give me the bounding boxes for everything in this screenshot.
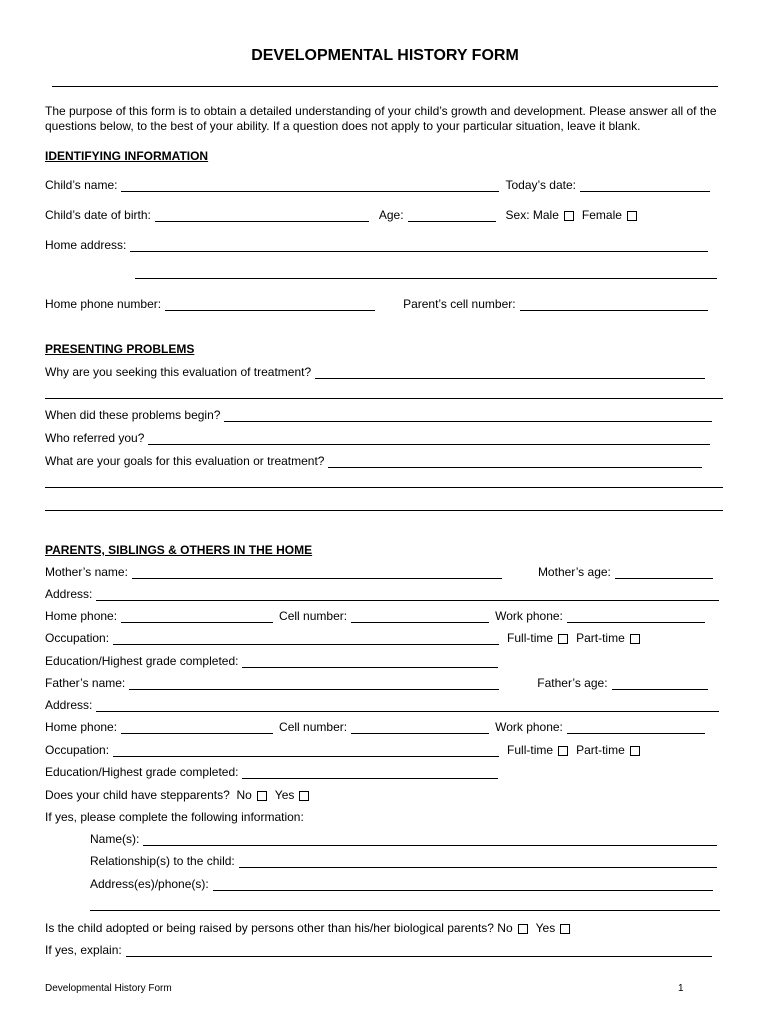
why-field-2[interactable]	[45, 388, 723, 399]
mother-education-label: Education/Highest grade completed:	[45, 654, 239, 668]
mother-work-label: Work phone:	[495, 609, 563, 623]
father-occupation-label: Occupation:	[45, 743, 110, 757]
when-row	[45, 408, 725, 422]
page-title: DEVELOPMENTAL HISTORY FORM	[251, 47, 519, 64]
phone-row	[45, 297, 725, 311]
who-field[interactable]	[148, 434, 710, 445]
father-cell-field[interactable]	[351, 723, 489, 734]
who-row	[45, 431, 725, 445]
mother-cell-label: Cell number:	[279, 609, 348, 623]
male-checkbox[interactable]	[564, 211, 574, 221]
relationship-row	[90, 854, 730, 868]
fathers-name-row	[45, 676, 725, 690]
mothers-age-label: Mother’s age:	[537, 565, 611, 579]
dob-row	[45, 208, 725, 222]
father-education-label: Education/Highest grade completed:	[45, 765, 239, 779]
explain-label: If yes, explain:	[45, 943, 122, 957]
goals-field-2[interactable]	[45, 477, 723, 488]
father-work-label: Work phone:	[495, 720, 563, 734]
female-label: Female	[581, 208, 622, 222]
why-label: Why are you seeking this evaluation of treatment?	[45, 365, 312, 379]
who-label: Who referred you?	[45, 431, 145, 445]
parent-cell-field[interactable]	[520, 300, 708, 311]
dob-label: Child’s date of birth:	[45, 208, 151, 222]
names-label: Name(s):	[90, 832, 140, 846]
stepparents-ifyes: If yes, please complete the following information:	[45, 810, 304, 824]
mother-occupation-row	[45, 631, 725, 645]
stepparents-yes-label: Yes	[274, 788, 295, 802]
addresses-field-2[interactable]	[90, 900, 720, 911]
mother-address-row	[45, 587, 725, 601]
father-address-field[interactable]	[96, 701, 719, 712]
father-address-label: Address:	[45, 698, 93, 712]
mother-education-field[interactable]	[242, 657, 498, 668]
mother-cell-field[interactable]	[351, 612, 489, 623]
mother-fulltime-checkbox[interactable]	[558, 634, 568, 644]
age-field[interactable]	[408, 211, 496, 222]
mother-phones-row	[45, 609, 725, 623]
mother-work-field[interactable]	[567, 612, 705, 623]
names-row	[90, 832, 730, 846]
intro-paragraph: The purpose of this form is to obtain a detailed understanding of your child’s growth and development. Please answer all of the questions below, to the best of your ability. If a question does not apply to your particular situation, leave it blank.	[45, 104, 717, 133]
father-phones-row	[45, 720, 725, 734]
mother-address-label: Address:	[45, 587, 93, 601]
explain-field[interactable]	[126, 946, 712, 957]
adopted-yes-checkbox[interactable]	[560, 924, 570, 934]
father-occupation-field[interactable]	[113, 746, 499, 757]
adopted-row	[45, 921, 725, 935]
stepparents-no-checkbox[interactable]	[257, 791, 267, 801]
age-label: Age:	[378, 208, 404, 222]
sex-label: Sex:	[505, 208, 530, 222]
relationship-field[interactable]	[239, 857, 717, 868]
father-education-row	[45, 765, 725, 779]
goals-label: What are your goals for this evaluation or treatment?	[45, 454, 325, 468]
adopted-label: Is the child adopted or being raised by persons other than his/her biological parents?	[45, 921, 494, 935]
mothers-name-row	[45, 565, 725, 579]
father-parttime-checkbox[interactable]	[630, 746, 640, 756]
mother-address-field[interactable]	[96, 590, 719, 601]
female-checkbox[interactable]	[627, 211, 637, 221]
home-phone-label: Home phone number:	[45, 297, 162, 311]
father-address-row	[45, 698, 725, 712]
fathers-name-field[interactable]	[129, 679, 499, 690]
todays-date-label: Today’s date:	[505, 178, 576, 192]
stepparents-yes-checkbox[interactable]	[299, 791, 309, 801]
presenting-heading: PRESENTING PROBLEMS	[45, 342, 195, 356]
mother-occupation-label: Occupation:	[45, 631, 110, 645]
home-phone-field[interactable]	[165, 300, 375, 311]
adopted-no-checkbox[interactable]	[518, 924, 528, 934]
relationship-label: Relationship(s) to the child:	[90, 854, 235, 868]
footer-title: Developmental History Form	[45, 983, 172, 994]
goals-row	[45, 454, 725, 468]
goals-field-3[interactable]	[45, 500, 723, 511]
fathers-name-label: Father’s name:	[45, 676, 126, 690]
parents-heading: PARENTS, SIBLINGS & OTHERS IN THE HOME	[45, 543, 313, 557]
fathers-age-label: Father’s age:	[537, 676, 608, 690]
todays-date-field[interactable]	[580, 181, 710, 192]
father-fulltime-label: Full-time	[507, 743, 554, 757]
mother-fulltime-label: Full-time	[507, 631, 554, 645]
mother-education-row	[45, 654, 725, 668]
fathers-age-field[interactable]	[612, 679, 708, 690]
male-label: Male	[532, 208, 559, 222]
home-address-field-2[interactable]	[135, 268, 717, 279]
mother-parttime-label: Part-time	[576, 631, 625, 645]
father-home-phone-field[interactable]	[121, 723, 273, 734]
home-address-label: Home address:	[45, 238, 127, 252]
mothers-name-label: Mother’s name:	[45, 565, 128, 579]
mother-occupation-field[interactable]	[113, 634, 499, 645]
father-parttime-label: Part-time	[576, 743, 625, 757]
dob-field[interactable]	[155, 211, 369, 222]
why-row	[45, 365, 725, 379]
goals-field[interactable]	[328, 457, 702, 468]
parent-cell-label: Parent’s cell number:	[403, 297, 516, 311]
mothers-age-field[interactable]	[615, 568, 713, 579]
stepparents-row	[45, 788, 725, 802]
when-field[interactable]	[224, 411, 712, 422]
father-home-phone-label: Home phone:	[45, 720, 118, 734]
when-label: When did these problems begin?	[45, 408, 221, 422]
stepparents-label: Does your child have stepparents?	[45, 788, 230, 802]
adopted-yes-label: Yes	[535, 921, 556, 935]
addresses-label: Address(es)/phone(s):	[90, 877, 209, 891]
father-education-field[interactable]	[242, 768, 498, 779]
stepparents-no-label: No	[236, 788, 252, 802]
identifying-heading: IDENTIFYING INFORMATION	[45, 149, 209, 163]
addresses-field[interactable]	[213, 880, 713, 891]
addresses-row	[90, 877, 730, 891]
mother-home-phone-field[interactable]	[121, 612, 273, 623]
father-work-field[interactable]	[567, 723, 705, 734]
home-address-field[interactable]	[130, 241, 708, 252]
mother-home-phone-label: Home phone:	[45, 609, 118, 623]
title-divider	[52, 86, 718, 87]
home-address-row	[45, 238, 725, 252]
father-occupation-row	[45, 743, 725, 757]
explain-row	[45, 943, 725, 957]
childs-name-row	[45, 178, 725, 192]
names-field[interactable]	[143, 835, 717, 846]
mother-parttime-checkbox[interactable]	[630, 634, 640, 644]
father-fulltime-checkbox[interactable]	[558, 746, 568, 756]
mothers-name-field[interactable]	[132, 568, 502, 579]
father-cell-label: Cell number:	[279, 720, 348, 734]
childs-name-label: Child’s name:	[45, 178, 118, 192]
adopted-no-label: No	[497, 921, 513, 935]
why-field[interactable]	[315, 368, 705, 379]
childs-name-field[interactable]	[121, 181, 499, 192]
page-number: 1	[678, 983, 684, 994]
